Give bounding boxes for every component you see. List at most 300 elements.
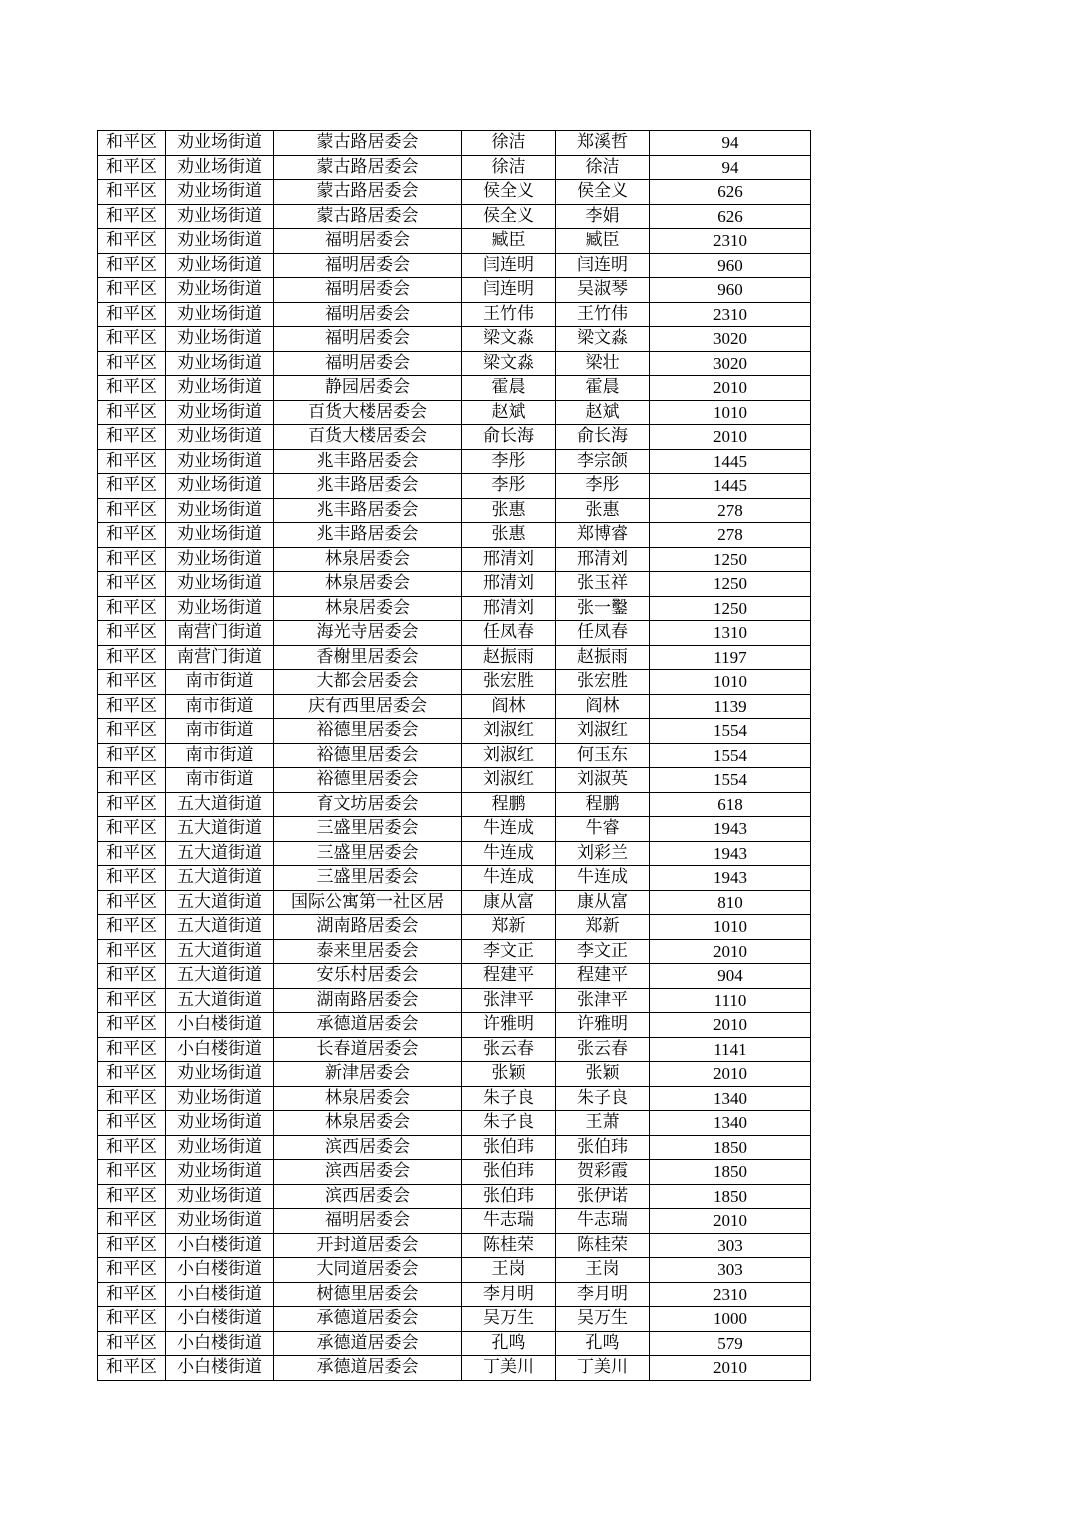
amount-cell[interactable]: 3020 (650, 351, 811, 376)
committee-cell[interactable]: 新津居委会 (274, 1062, 462, 1087)
applicant-cell[interactable]: 程建平 (462, 964, 556, 989)
district-cell[interactable]: 和平区 (98, 670, 166, 695)
amount-cell[interactable]: 2010 (650, 1209, 811, 1234)
street-cell[interactable]: 劝业场街道 (166, 1184, 274, 1209)
street-cell[interactable]: 南市街道 (166, 768, 274, 793)
member-cell[interactable]: 郑溪哲 (556, 131, 650, 156)
member-cell[interactable]: 霍晨 (556, 376, 650, 401)
amount-cell[interactable]: 810 (650, 890, 811, 915)
amount-cell[interactable]: 2310 (650, 302, 811, 327)
street-cell[interactable]: 五大道街道 (166, 866, 274, 891)
applicant-cell[interactable]: 霍晨 (462, 376, 556, 401)
street-cell[interactable]: 劝业场街道 (166, 1062, 274, 1087)
street-cell[interactable]: 劝业场街道 (166, 351, 274, 376)
committee-cell[interactable]: 福明居委会 (274, 327, 462, 352)
committee-cell[interactable]: 承德道居委会 (274, 1307, 462, 1332)
district-cell[interactable]: 和平区 (98, 523, 166, 548)
applicant-cell[interactable]: 孔鸣 (462, 1331, 556, 1356)
district-cell[interactable]: 和平区 (98, 1209, 166, 1234)
district-cell[interactable]: 和平区 (98, 743, 166, 768)
committee-cell[interactable]: 承德道居委会 (274, 1013, 462, 1038)
amount-cell[interactable]: 1850 (650, 1160, 811, 1185)
district-cell[interactable]: 和平区 (98, 1258, 166, 1283)
district-cell[interactable]: 和平区 (98, 1307, 166, 1332)
member-cell[interactable]: 康从富 (556, 890, 650, 915)
committee-cell[interactable]: 蒙古路居委会 (274, 180, 462, 205)
street-cell[interactable]: 劝业场街道 (166, 376, 274, 401)
committee-cell[interactable]: 静园居委会 (274, 376, 462, 401)
member-cell[interactable]: 朱子良 (556, 1086, 650, 1111)
member-cell[interactable]: 王岗 (556, 1258, 650, 1283)
district-cell[interactable]: 和平区 (98, 1184, 166, 1209)
applicant-cell[interactable]: 俞长海 (462, 425, 556, 450)
member-cell[interactable]: 阎林 (556, 694, 650, 719)
applicant-cell[interactable]: 邢清刘 (462, 547, 556, 572)
applicant-cell[interactable]: 张伯玮 (462, 1184, 556, 1209)
member-cell[interactable]: 丁美川 (556, 1356, 650, 1381)
applicant-cell[interactable]: 李彤 (462, 449, 556, 474)
district-cell[interactable]: 和平区 (98, 1062, 166, 1087)
district-cell[interactable]: 和平区 (98, 694, 166, 719)
district-cell[interactable]: 和平区 (98, 1086, 166, 1111)
applicant-cell[interactable]: 王竹伟 (462, 302, 556, 327)
street-cell[interactable]: 劝业场街道 (166, 131, 274, 156)
district-cell[interactable]: 和平区 (98, 719, 166, 744)
applicant-cell[interactable]: 吴万生 (462, 1307, 556, 1332)
applicant-cell[interactable]: 刘淑红 (462, 768, 556, 793)
street-cell[interactable]: 劝业场街道 (166, 278, 274, 303)
amount-cell[interactable]: 960 (650, 278, 811, 303)
district-cell[interactable]: 和平区 (98, 351, 166, 376)
street-cell[interactable]: 南市街道 (166, 694, 274, 719)
street-cell[interactable]: 劝业场街道 (166, 302, 274, 327)
applicant-cell[interactable]: 丁美川 (462, 1356, 556, 1381)
applicant-cell[interactable]: 刘淑红 (462, 743, 556, 768)
amount-cell[interactable]: 1139 (650, 694, 811, 719)
committee-cell[interactable]: 滨西居委会 (274, 1184, 462, 1209)
district-cell[interactable]: 和平区 (98, 768, 166, 793)
applicant-cell[interactable]: 张惠 (462, 523, 556, 548)
member-cell[interactable]: 吴万生 (556, 1307, 650, 1332)
applicant-cell[interactable]: 李月明 (462, 1282, 556, 1307)
member-cell[interactable]: 闫连明 (556, 253, 650, 278)
applicant-cell[interactable]: 牛连成 (462, 817, 556, 842)
street-cell[interactable]: 小白楼街道 (166, 1282, 274, 1307)
district-cell[interactable]: 和平区 (98, 645, 166, 670)
street-cell[interactable]: 劝业场街道 (166, 474, 274, 499)
applicant-cell[interactable]: 李文正 (462, 939, 556, 964)
applicant-cell[interactable]: 王岗 (462, 1258, 556, 1283)
member-cell[interactable]: 孔鸣 (556, 1331, 650, 1356)
committee-cell[interactable]: 兆丰路居委会 (274, 449, 462, 474)
street-cell[interactable]: 劝业场街道 (166, 204, 274, 229)
district-cell[interactable]: 和平区 (98, 425, 166, 450)
applicant-cell[interactable]: 康从富 (462, 890, 556, 915)
committee-cell[interactable]: 裕德里居委会 (274, 743, 462, 768)
applicant-cell[interactable]: 赵斌 (462, 400, 556, 425)
member-cell[interactable]: 任凤春 (556, 621, 650, 646)
district-cell[interactable]: 和平区 (98, 841, 166, 866)
committee-cell[interactable]: 泰来里居委会 (274, 939, 462, 964)
amount-cell[interactable]: 1010 (650, 400, 811, 425)
applicant-cell[interactable]: 赵振雨 (462, 645, 556, 670)
amount-cell[interactable]: 2010 (650, 1062, 811, 1087)
committee-cell[interactable]: 百货大楼居委会 (274, 400, 462, 425)
amount-cell[interactable]: 1850 (650, 1184, 811, 1209)
member-cell[interactable]: 张颖 (556, 1062, 650, 1087)
member-cell[interactable]: 张宏胜 (556, 670, 650, 695)
committee-cell[interactable]: 大同道居委会 (274, 1258, 462, 1283)
street-cell[interactable]: 五大道街道 (166, 939, 274, 964)
member-cell[interactable]: 梁壮 (556, 351, 650, 376)
member-cell[interactable]: 张玉祥 (556, 572, 650, 597)
amount-cell[interactable]: 303 (650, 1258, 811, 1283)
amount-cell[interactable]: 904 (650, 964, 811, 989)
applicant-cell[interactable]: 朱子良 (462, 1111, 556, 1136)
street-cell[interactable]: 五大道街道 (166, 792, 274, 817)
district-cell[interactable]: 和平区 (98, 376, 166, 401)
street-cell[interactable]: 劝业场街道 (166, 1111, 274, 1136)
applicant-cell[interactable]: 侯全义 (462, 180, 556, 205)
amount-cell[interactable]: 278 (650, 498, 811, 523)
amount-cell[interactable]: 1250 (650, 572, 811, 597)
committee-cell[interactable]: 长春道居委会 (274, 1037, 462, 1062)
committee-cell[interactable]: 承德道居委会 (274, 1356, 462, 1381)
district-cell[interactable]: 和平区 (98, 400, 166, 425)
amount-cell[interactable]: 1340 (650, 1086, 811, 1111)
street-cell[interactable]: 劝业场街道 (166, 1135, 274, 1160)
street-cell[interactable]: 劝业场街道 (166, 1209, 274, 1234)
street-cell[interactable]: 劝业场街道 (166, 253, 274, 278)
committee-cell[interactable]: 滨西居委会 (274, 1160, 462, 1185)
amount-cell[interactable]: 94 (650, 131, 811, 156)
committee-cell[interactable]: 海光寺居委会 (274, 621, 462, 646)
district-cell[interactable]: 和平区 (98, 1111, 166, 1136)
amount-cell[interactable]: 626 (650, 204, 811, 229)
member-cell[interactable]: 吴淑琴 (556, 278, 650, 303)
member-cell[interactable]: 徐洁 (556, 155, 650, 180)
committee-cell[interactable]: 福明居委会 (274, 302, 462, 327)
amount-cell[interactable]: 2010 (650, 1356, 811, 1381)
street-cell[interactable]: 小白楼街道 (166, 1258, 274, 1283)
member-cell[interactable]: 王萧 (556, 1111, 650, 1136)
member-cell[interactable]: 程建平 (556, 964, 650, 989)
district-cell[interactable]: 和平区 (98, 498, 166, 523)
committee-cell[interactable]: 兆丰路居委会 (274, 498, 462, 523)
applicant-cell[interactable]: 牛志瑞 (462, 1209, 556, 1234)
member-cell[interactable]: 李月明 (556, 1282, 650, 1307)
committee-cell[interactable]: 三盛里居委会 (274, 817, 462, 842)
committee-cell[interactable]: 开封道居委会 (274, 1233, 462, 1258)
amount-cell[interactable]: 94 (650, 155, 811, 180)
amount-cell[interactable]: 2010 (650, 425, 811, 450)
district-cell[interactable]: 和平区 (98, 204, 166, 229)
committee-cell[interactable]: 湖南路居委会 (274, 915, 462, 940)
member-cell[interactable]: 陈桂荣 (556, 1233, 650, 1258)
street-cell[interactable]: 劝业场街道 (166, 547, 274, 572)
street-cell[interactable]: 劝业场街道 (166, 1086, 274, 1111)
committee-cell[interactable]: 裕德里居委会 (274, 719, 462, 744)
committee-cell[interactable]: 福明居委会 (274, 351, 462, 376)
district-cell[interactable]: 和平区 (98, 1160, 166, 1185)
amount-cell[interactable]: 1197 (650, 645, 811, 670)
committee-cell[interactable]: 蒙古路居委会 (274, 204, 462, 229)
district-cell[interactable]: 和平区 (98, 229, 166, 254)
member-cell[interactable]: 张津平 (556, 988, 650, 1013)
committee-cell[interactable]: 福明居委会 (274, 253, 462, 278)
district-cell[interactable]: 和平区 (98, 596, 166, 621)
district-cell[interactable]: 和平区 (98, 621, 166, 646)
committee-cell[interactable]: 香榭里居委会 (274, 645, 462, 670)
applicant-cell[interactable]: 闫连明 (462, 278, 556, 303)
district-cell[interactable]: 和平区 (98, 939, 166, 964)
applicant-cell[interactable]: 张惠 (462, 498, 556, 523)
street-cell[interactable]: 五大道街道 (166, 817, 274, 842)
amount-cell[interactable]: 278 (650, 523, 811, 548)
applicant-cell[interactable]: 张宏胜 (462, 670, 556, 695)
applicant-cell[interactable]: 程鹏 (462, 792, 556, 817)
member-cell[interactable]: 梁文淼 (556, 327, 650, 352)
committee-cell[interactable]: 三盛里居委会 (274, 841, 462, 866)
district-cell[interactable]: 和平区 (98, 1135, 166, 1160)
amount-cell[interactable]: 1010 (650, 670, 811, 695)
district-cell[interactable]: 和平区 (98, 253, 166, 278)
committee-cell[interactable]: 兆丰路居委会 (274, 523, 462, 548)
member-cell[interactable]: 李宗颌 (556, 449, 650, 474)
district-cell[interactable]: 和平区 (98, 890, 166, 915)
committee-cell[interactable]: 庆有西里居委会 (274, 694, 462, 719)
member-cell[interactable]: 郑博睿 (556, 523, 650, 548)
applicant-cell[interactable]: 邢清刘 (462, 596, 556, 621)
committee-cell[interactable]: 福明居委会 (274, 1209, 462, 1234)
member-cell[interactable]: 牛连成 (556, 866, 650, 891)
district-cell[interactable]: 和平区 (98, 449, 166, 474)
member-cell[interactable]: 牛志瑞 (556, 1209, 650, 1234)
district-cell[interactable]: 和平区 (98, 474, 166, 499)
amount-cell[interactable]: 1943 (650, 866, 811, 891)
applicant-cell[interactable]: 牛连成 (462, 866, 556, 891)
member-cell[interactable]: 张云春 (556, 1037, 650, 1062)
amount-cell[interactable]: 1554 (650, 743, 811, 768)
applicant-cell[interactable]: 张津平 (462, 988, 556, 1013)
amount-cell[interactable]: 3020 (650, 327, 811, 352)
applicant-cell[interactable]: 刘淑红 (462, 719, 556, 744)
street-cell[interactable]: 五大道街道 (166, 964, 274, 989)
street-cell[interactable]: 劝业场街道 (166, 498, 274, 523)
street-cell[interactable]: 劝业场街道 (166, 572, 274, 597)
committee-cell[interactable]: 福明居委会 (274, 229, 462, 254)
applicant-cell[interactable]: 徐洁 (462, 155, 556, 180)
committee-cell[interactable]: 蒙古路居委会 (274, 155, 462, 180)
member-cell[interactable]: 李娟 (556, 204, 650, 229)
amount-cell[interactable]: 1110 (650, 988, 811, 1013)
member-cell[interactable]: 俞长海 (556, 425, 650, 450)
applicant-cell[interactable]: 张颖 (462, 1062, 556, 1087)
committee-cell[interactable]: 湖南路居委会 (274, 988, 462, 1013)
amount-cell[interactable]: 1250 (650, 547, 811, 572)
member-cell[interactable]: 刘淑英 (556, 768, 650, 793)
district-cell[interactable]: 和平区 (98, 964, 166, 989)
committee-cell[interactable]: 裕德里居委会 (274, 768, 462, 793)
street-cell[interactable]: 劝业场街道 (166, 155, 274, 180)
street-cell[interactable]: 小白楼街道 (166, 1307, 274, 1332)
committee-cell[interactable]: 滨西居委会 (274, 1135, 462, 1160)
district-cell[interactable]: 和平区 (98, 866, 166, 891)
street-cell[interactable]: 小白楼街道 (166, 1013, 274, 1038)
committee-cell[interactable]: 国际公寓第一社区居 (274, 890, 462, 915)
member-cell[interactable]: 张一鑿 (556, 596, 650, 621)
district-cell[interactable]: 和平区 (98, 1013, 166, 1038)
committee-cell[interactable]: 福明居委会 (274, 278, 462, 303)
street-cell[interactable]: 劝业场街道 (166, 425, 274, 450)
street-cell[interactable]: 劝业场街道 (166, 400, 274, 425)
amount-cell[interactable]: 960 (650, 253, 811, 278)
applicant-cell[interactable]: 张伯玮 (462, 1135, 556, 1160)
amount-cell[interactable]: 1000 (650, 1307, 811, 1332)
member-cell[interactable]: 郑新 (556, 915, 650, 940)
applicant-cell[interactable]: 梁文淼 (462, 327, 556, 352)
committee-cell[interactable]: 三盛里居委会 (274, 866, 462, 891)
district-cell[interactable]: 和平区 (98, 988, 166, 1013)
street-cell[interactable]: 五大道街道 (166, 988, 274, 1013)
applicant-cell[interactable]: 侯全义 (462, 204, 556, 229)
applicant-cell[interactable]: 任凤春 (462, 621, 556, 646)
member-cell[interactable]: 赵振雨 (556, 645, 650, 670)
committee-cell[interactable]: 蒙古路居委会 (274, 131, 462, 156)
street-cell[interactable]: 劝业场街道 (166, 229, 274, 254)
district-cell[interactable]: 和平区 (98, 1356, 166, 1381)
street-cell[interactable]: 五大道街道 (166, 890, 274, 915)
street-cell[interactable]: 劝业场街道 (166, 449, 274, 474)
committee-cell[interactable]: 林泉居委会 (274, 596, 462, 621)
amount-cell[interactable]: 626 (650, 180, 811, 205)
applicant-cell[interactable]: 张伯玮 (462, 1160, 556, 1185)
amount-cell[interactable]: 2310 (650, 229, 811, 254)
street-cell[interactable]: 小白楼街道 (166, 1037, 274, 1062)
amount-cell[interactable]: 1943 (650, 817, 811, 842)
amount-cell[interactable]: 1310 (650, 621, 811, 646)
member-cell[interactable]: 李彤 (556, 474, 650, 499)
applicant-cell[interactable]: 许雅明 (462, 1013, 556, 1038)
amount-cell[interactable]: 1445 (650, 474, 811, 499)
district-cell[interactable]: 和平区 (98, 1233, 166, 1258)
applicant-cell[interactable]: 徐洁 (462, 131, 556, 156)
member-cell[interactable]: 侯全义 (556, 180, 650, 205)
street-cell[interactable]: 南营门街道 (166, 645, 274, 670)
amount-cell[interactable]: 1943 (650, 841, 811, 866)
member-cell[interactable]: 牛睿 (556, 817, 650, 842)
committee-cell[interactable]: 林泉居委会 (274, 1111, 462, 1136)
street-cell[interactable]: 小白楼街道 (166, 1233, 274, 1258)
street-cell[interactable]: 南市街道 (166, 743, 274, 768)
member-cell[interactable]: 张伊诺 (556, 1184, 650, 1209)
member-cell[interactable]: 许雅明 (556, 1013, 650, 1038)
applicant-cell[interactable]: 阎林 (462, 694, 556, 719)
district-cell[interactable]: 和平区 (98, 131, 166, 156)
district-cell[interactable]: 和平区 (98, 155, 166, 180)
applicant-cell[interactable]: 陈桂荣 (462, 1233, 556, 1258)
amount-cell[interactable]: 1010 (650, 915, 811, 940)
street-cell[interactable]: 南市街道 (166, 670, 274, 695)
applicant-cell[interactable]: 梁文淼 (462, 351, 556, 376)
applicant-cell[interactable]: 闫连明 (462, 253, 556, 278)
member-cell[interactable]: 刘彩兰 (556, 841, 650, 866)
amount-cell[interactable]: 1554 (650, 768, 811, 793)
member-cell[interactable]: 何玉东 (556, 743, 650, 768)
member-cell[interactable]: 王竹伟 (556, 302, 650, 327)
member-cell[interactable]: 赵斌 (556, 400, 650, 425)
committee-cell[interactable]: 承德道居委会 (274, 1331, 462, 1356)
street-cell[interactable]: 劝业场街道 (166, 1160, 274, 1185)
member-cell[interactable]: 邢清刘 (556, 547, 650, 572)
amount-cell[interactable]: 1554 (650, 719, 811, 744)
amount-cell[interactable]: 2310 (650, 1282, 811, 1307)
street-cell[interactable]: 劝业场街道 (166, 327, 274, 352)
amount-cell[interactable]: 2010 (650, 1013, 811, 1038)
amount-cell[interactable]: 1250 (650, 596, 811, 621)
member-cell[interactable]: 刘淑红 (556, 719, 650, 744)
street-cell[interactable]: 五大道街道 (166, 841, 274, 866)
member-cell[interactable]: 张惠 (556, 498, 650, 523)
district-cell[interactable]: 和平区 (98, 547, 166, 572)
amount-cell[interactable]: 618 (650, 792, 811, 817)
amount-cell[interactable]: 1445 (650, 449, 811, 474)
applicant-cell[interactable]: 李彤 (462, 474, 556, 499)
committee-cell[interactable]: 育文坊居委会 (274, 792, 462, 817)
district-cell[interactable]: 和平区 (98, 1331, 166, 1356)
street-cell[interactable]: 小白楼街道 (166, 1331, 274, 1356)
committee-cell[interactable]: 兆丰路居委会 (274, 474, 462, 499)
street-cell[interactable]: 劝业场街道 (166, 180, 274, 205)
committee-cell[interactable]: 林泉居委会 (274, 572, 462, 597)
district-cell[interactable]: 和平区 (98, 817, 166, 842)
district-cell[interactable]: 和平区 (98, 327, 166, 352)
amount-cell[interactable]: 579 (650, 1331, 811, 1356)
amount-cell[interactable]: 1141 (650, 1037, 811, 1062)
committee-cell[interactable]: 树德里居委会 (274, 1282, 462, 1307)
applicant-cell[interactable]: 朱子良 (462, 1086, 556, 1111)
district-cell[interactable]: 和平区 (98, 1037, 166, 1062)
street-cell[interactable]: 小白楼街道 (166, 1356, 274, 1381)
committee-cell[interactable]: 安乐村居委会 (274, 964, 462, 989)
district-cell[interactable]: 和平区 (98, 792, 166, 817)
district-cell[interactable]: 和平区 (98, 302, 166, 327)
committee-cell[interactable]: 林泉居委会 (274, 547, 462, 572)
amount-cell[interactable]: 2010 (650, 376, 811, 401)
member-cell[interactable]: 贺彩霞 (556, 1160, 650, 1185)
committee-cell[interactable]: 大都会居委会 (274, 670, 462, 695)
district-cell[interactable]: 和平区 (98, 572, 166, 597)
committee-cell[interactable]: 百货大楼居委会 (274, 425, 462, 450)
district-cell[interactable]: 和平区 (98, 915, 166, 940)
applicant-cell[interactable]: 牛连成 (462, 841, 556, 866)
applicant-cell[interactable]: 臧臣 (462, 229, 556, 254)
street-cell[interactable]: 劝业场街道 (166, 596, 274, 621)
amount-cell[interactable]: 1340 (650, 1111, 811, 1136)
applicant-cell[interactable]: 邢清刘 (462, 572, 556, 597)
amount-cell[interactable]: 303 (650, 1233, 811, 1258)
street-cell[interactable]: 南营门街道 (166, 621, 274, 646)
member-cell[interactable]: 臧臣 (556, 229, 650, 254)
member-cell[interactable]: 李文正 (556, 939, 650, 964)
committee-cell[interactable]: 林泉居委会 (274, 1086, 462, 1111)
district-cell[interactable]: 和平区 (98, 180, 166, 205)
member-cell[interactable]: 张伯玮 (556, 1135, 650, 1160)
street-cell[interactable]: 南市街道 (166, 719, 274, 744)
amount-cell[interactable]: 2010 (650, 939, 811, 964)
member-cell[interactable]: 程鹏 (556, 792, 650, 817)
district-cell[interactable]: 和平区 (98, 278, 166, 303)
